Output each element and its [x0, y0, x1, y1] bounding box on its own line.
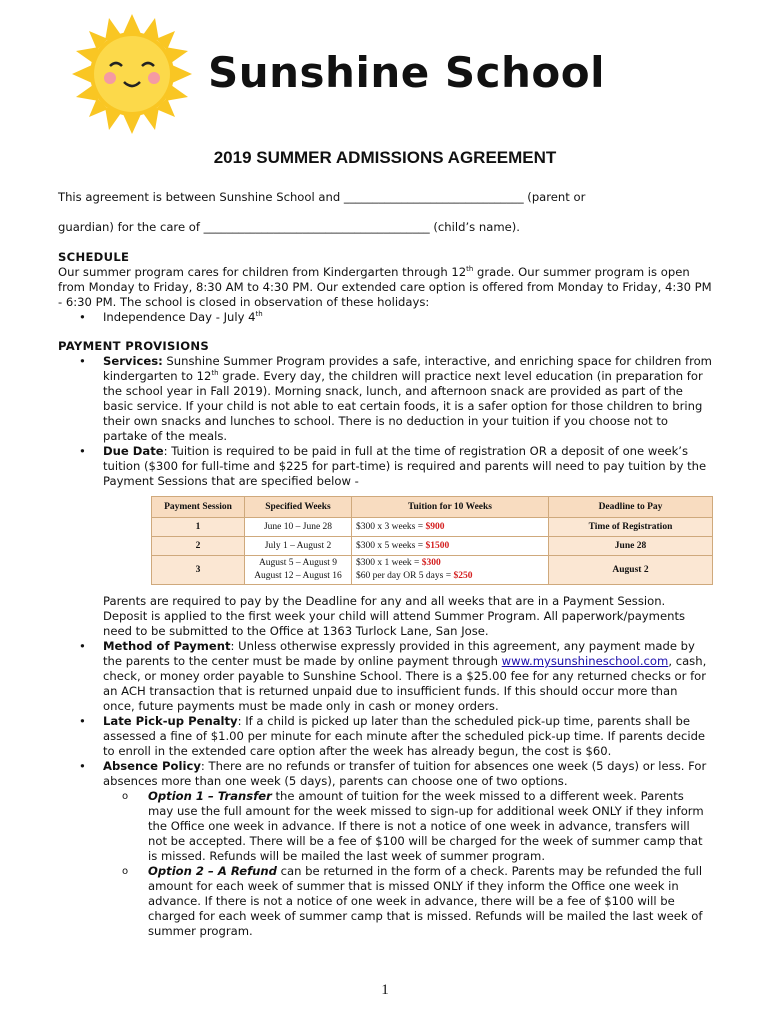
- payment-section: [58, 339, 712, 489]
- schedule-heading: SCHEDULE: [58, 250, 130, 264]
- table-row: 3 August 5 – August 9 August 12 – August 16 $300 x 1 week = $300 $60 per day OR 5 days = $250 August 2: [152, 556, 713, 585]
- parent-name-field[interactable]: _______________________________: [343, 190, 524, 204]
- intro-line-2: guardian) for the care of _______________________________________ (child’s name).: [58, 220, 520, 234]
- late-pickup-item: • Late Pick-up Penalty: If a child is picked up later than the scheduled pick-up time, parents shall be assessed a fine of $1.00 per minute for each minute after the scheduled pick-up time. If parents decide to enroll in the extended care option after the week has already begun, the cost is $60.: [103, 714, 712, 759]
- table-header: Payment Session: [152, 497, 245, 518]
- option-1-item: o Option 1 – Transfer the amount of tuition for the week missed to a different week. Parents may use the full amount for the week missed to sign-up for additional week ONLY if they inform the Office one week in advance. If there is not a notice of one week in advance, transfers will not be accepted. There will be a fee of $100 will be charged for the week of summer camp that is missed. Refunds will be mailed the last week of summer program.: [148, 789, 712, 864]
- after-table-text: Parents are required to pay by the Deadline for any and all weeks that are in a Payment Session. Deposit is applied to the first week your child will attend Summer Program. All paperwork/payments need to be submitted to the Office at 1363 Turlock Lane, San Jose.: [103, 594, 686, 638]
- option-2-item: o Option 2 – A Refund can be returned in the form of a check. Parents may be refunded the full amount for each week of summer that is missed ONLY if they inform the Office one week in advance. If there is not a notice of one week in advance, there will be a fee of $100 will be charged for each week of summer camp that is missed. Refunds will be mailed the last week of summer program.: [148, 864, 712, 939]
- payment-heading: PAYMENT PROVISIONS: [58, 339, 210, 353]
- absence-item: • Absence Policy: There are no refunds or transfer of tuition for absences one week (5 days) or less. For absences more than one week (5 days), parents can choose one of two options. o Option 1 – Transfer the amount of tuition for the week missed to a different week. Parents may use the full amount for the week missed to sign-up for additional week ONLY if they inform the Office one week in advance. If there is not a notice of one week in advance, transfers will not be accepted. There will be a fee of $100 will be charged for the week of summer camp that is missed. Refunds will be mailed the last week of summer program. o Option 2 – A Refund can be returned in the form of a check. Parents may be refunded the full amount for each week of summer that is missed ONLY if they inform the Office one week in advance. If there is not a notice of one week in advance, there will be a fee of $100 will be charged for each week of summer camp that is missed. Refunds will be mailed the last week of summer program.: [103, 759, 712, 939]
- due-date-item: • Due Date: Tuition is required to be paid in full at the time of registration OR a deposit of one week’s tuition ($300 for full-time and $225 for part-time) is required and parents will need to pay tuition by the Payment Sessions that are specified below -: [103, 444, 712, 489]
- table-header: Specified Weeks: [245, 497, 352, 518]
- page-title: 2019 SUMMER ADMISSIONS AGREEMENT: [213, 148, 557, 167]
- services-item: • Services: Sunshine Summer Program provides a safe, interactive, and enriching space for children from kindergarten to 12th grade. Every day, the children will practice next level education (in preparation for the school year in Fall 2019). Morning snack, lunch, and afternoon snack are provided as part of the basic service. If your child is not able to eat certain foods, it is a safer option for those children to bring their own snacks and lunches to school. There is no deduction in your tuition if you choose not to partake of the meals.: [103, 354, 712, 444]
- payment-section-continued: [58, 594, 712, 939]
- holiday-item: • Independence Day - July 4th: [103, 310, 712, 325]
- school-name: Sunshine School: [208, 48, 606, 97]
- page-number: 1: [381, 982, 389, 998]
- table-row: 2 July 1 – August 2 $300 x 5 weeks = $1500 June 28: [152, 537, 713, 556]
- table-header: Tuition for 10 Weeks: [352, 497, 549, 518]
- schedule-section: [58, 250, 712, 325]
- payment-sessions-table: [151, 496, 713, 585]
- schedule-text: Our summer program cares for children from Kindergarten through 12th grade. Our summer program is open from Monday to Friday, 8:30 AM to 4:30 PM. Our extended care option is offered from Monday to Friday, 4:30 PM - 6:30 PM. The school is closed in observation of these holidays:: [58, 265, 712, 309]
- method-item: • Method of Payment: Unless otherwise expressly provided in this agreement, any payment made by the parents to the center must be made by online payment through www.mysunshineschool.com, cash, check, or money order payable to Sunshine School. There is a $25.00 fee for any returned checks or for an ACH transaction that is returned unpaid due to insufficient funds. If this should occur more than once, future payments must be made only in cash or money orders.: [103, 639, 712, 714]
- table-header: Deadline to Pay: [549, 497, 713, 518]
- website-link[interactable]: www.mysunshineschool.com: [501, 654, 669, 668]
- sun-icon: [72, 14, 192, 134]
- table-row: 1 June 10 – June 28 $300 x 3 weeks = $900 Time of Registration: [152, 518, 713, 537]
- intro-line-1: This agreement is between Sunshine School and _______________________________ (parent or: [58, 190, 586, 204]
- child-name-field[interactable]: _______________________________________: [203, 220, 430, 234]
